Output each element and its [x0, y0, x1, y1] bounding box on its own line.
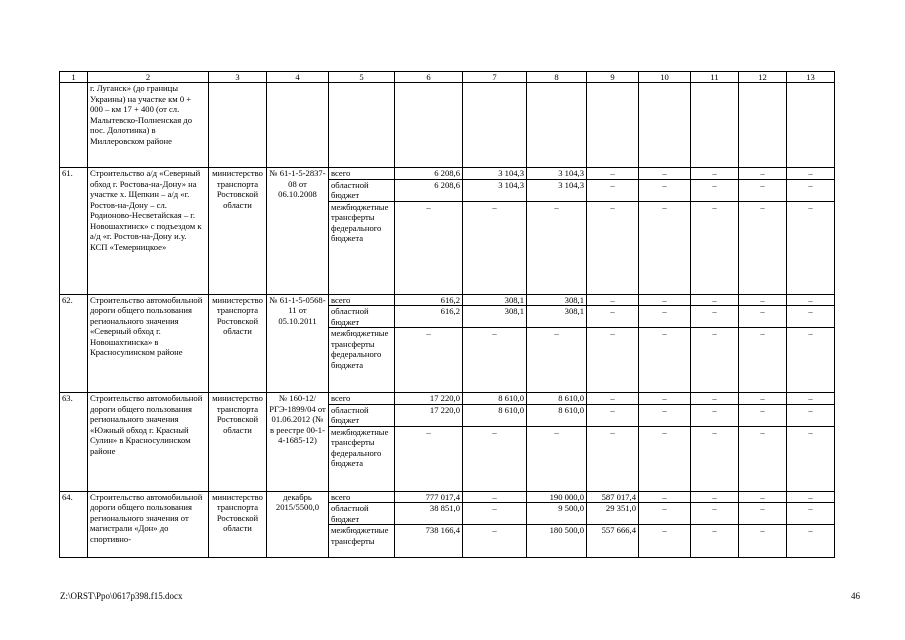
- header-cell: 7: [463, 72, 527, 83]
- amount-cell: –: [787, 179, 835, 201]
- amount-cell: –: [691, 491, 739, 503]
- amount-cell: –: [739, 306, 787, 328]
- amount-cell: –: [691, 179, 739, 201]
- amount-cell: –: [639, 393, 691, 405]
- table-row-continued: [60, 83, 835, 168]
- amount-cell: –: [639, 179, 691, 201]
- empty-cell: [639, 83, 691, 168]
- amount-cell: –: [587, 404, 639, 426]
- amount-cell: –: [691, 503, 739, 525]
- row-number: 61.: [60, 168, 88, 295]
- object-name: Строительство автомобильной дороги общего пользования регионального значения «Северный обход г. Новошахтинска» в Красносулинском районе: [88, 294, 209, 393]
- amount-cell: –: [691, 393, 739, 405]
- amount-cell: –: [587, 328, 639, 393]
- funding-source: всего: [329, 393, 395, 405]
- row-number: 62.: [60, 294, 88, 393]
- project-document: декабрь 2015/5500,0: [267, 491, 329, 558]
- responsible-org: министерство транспорта Ростовской области: [209, 168, 267, 295]
- amount-cell: –: [739, 328, 787, 393]
- funding-source: всего: [329, 294, 395, 306]
- responsible-org: министерство транспорта Ростовской области: [209, 491, 267, 558]
- budget-table: [59, 71, 835, 558]
- amount-cell: 308,1: [527, 294, 587, 306]
- amount-cell: –: [787, 404, 835, 426]
- amount-cell: –: [587, 393, 639, 405]
- amount-cell: –: [639, 168, 691, 180]
- amount-cell: –: [739, 525, 787, 558]
- amount-cell: 587 017,4: [587, 491, 639, 503]
- amount-cell: –: [691, 404, 739, 426]
- amount-cell: –: [787, 306, 835, 328]
- amount-cell: 616,2: [395, 306, 463, 328]
- empty-cell: [267, 83, 329, 168]
- amount-cell: 777 017,4: [395, 491, 463, 503]
- amount-cell: –: [739, 426, 787, 491]
- amount-cell: 6 208,6: [395, 179, 463, 201]
- amount-cell: –: [587, 306, 639, 328]
- amount-cell: –: [739, 404, 787, 426]
- project-document: № 61-1-5-0568-11 от 05.10.2011: [267, 294, 329, 393]
- amount-cell: –: [787, 393, 835, 405]
- amount-cell: 308,1: [463, 306, 527, 328]
- amount-cell: 616,2: [395, 294, 463, 306]
- object-name: Строительство автомобильной дороги общего пользования регионального значения «Южный обход г. Красный Сулин» в Красносулинском районе: [88, 393, 209, 492]
- amount-cell: –: [639, 491, 691, 503]
- amount-cell: –: [691, 201, 739, 294]
- empty-cell: [209, 83, 267, 168]
- row-number: 63.: [60, 393, 88, 492]
- amount-cell: –: [639, 201, 691, 294]
- table-row: [60, 294, 835, 306]
- amount-cell: –: [739, 179, 787, 201]
- amount-cell: 17 220,0: [395, 404, 463, 426]
- empty-cell: [691, 83, 739, 168]
- amount-cell: –: [787, 525, 835, 558]
- empty-cell: [739, 83, 787, 168]
- amount-cell: 38 851,0: [395, 503, 463, 525]
- amount-cell: 9 500,0: [527, 503, 587, 525]
- project-document: № 160-12/РГЭ-1899/04 от 01.06.2012 (№ в реестре 00-1-4-1685-12): [267, 393, 329, 492]
- amount-cell: –: [639, 306, 691, 328]
- amount-cell: –: [691, 306, 739, 328]
- amount-cell: 3 104,3: [463, 168, 527, 180]
- funding-source: межбюджетные трансферты федерального бюджета: [329, 426, 395, 491]
- amount-cell: –: [639, 426, 691, 491]
- header-cell: 8: [527, 72, 587, 83]
- header-cell: 10: [639, 72, 691, 83]
- amount-cell: 8 610,0: [527, 404, 587, 426]
- header-cell: 9: [587, 72, 639, 83]
- header-cell: 12: [739, 72, 787, 83]
- amount-cell: –: [587, 168, 639, 180]
- amount-cell: 308,1: [463, 294, 527, 306]
- amount-cell: –: [463, 491, 527, 503]
- amount-cell: –: [691, 328, 739, 393]
- header-cell: 5: [329, 72, 395, 83]
- amount-cell: –: [787, 503, 835, 525]
- header-cell: 2: [88, 72, 209, 83]
- empty-cell: [329, 83, 395, 168]
- amount-cell: –: [787, 426, 835, 491]
- funding-source: областной бюджет: [329, 404, 395, 426]
- amount-cell: –: [527, 201, 587, 294]
- funding-source: межбюджетные трансферты: [329, 525, 395, 558]
- table-row: [60, 393, 835, 405]
- funding-source: всего: [329, 168, 395, 180]
- header-cell: 6: [395, 72, 463, 83]
- amount-cell: –: [587, 179, 639, 201]
- amount-cell: –: [463, 426, 527, 491]
- amount-cell: –: [739, 503, 787, 525]
- header-cell: 13: [787, 72, 835, 83]
- amount-cell: –: [787, 201, 835, 294]
- object-name: Строительство автомобильной дороги общего пользования регионального значения от магистрали «Дон» до спортивно-: [88, 491, 209, 558]
- table-row: [60, 491, 835, 503]
- footer-file-path: Z:\ORST\Ppo\0617p398.f15.docx: [60, 591, 183, 601]
- amount-cell: –: [395, 426, 463, 491]
- amount-cell: –: [395, 328, 463, 393]
- amount-cell: 190 000,0: [527, 491, 587, 503]
- amount-cell: 8 610,0: [527, 393, 587, 405]
- amount-cell: –: [787, 328, 835, 393]
- amount-cell: –: [691, 426, 739, 491]
- amount-cell: 3 104,3: [527, 168, 587, 180]
- amount-cell: –: [587, 426, 639, 491]
- amount-cell: –: [787, 294, 835, 306]
- amount-cell: –: [527, 328, 587, 393]
- header-cell: 4: [267, 72, 329, 83]
- amount-cell: –: [463, 201, 527, 294]
- funding-source: межбюджетные трансферты федерального бюджета: [329, 201, 395, 294]
- funding-source: областной бюджет: [329, 306, 395, 328]
- amount-cell: 17 220,0: [395, 393, 463, 405]
- header-cell: 11: [691, 72, 739, 83]
- empty-cell: [527, 83, 587, 168]
- amount-cell: –: [463, 525, 527, 558]
- project-document: № 61-1-5-2837-08 от 06.10.2008: [267, 168, 329, 295]
- amount-cell: –: [787, 168, 835, 180]
- amount-cell: –: [739, 393, 787, 405]
- amount-cell: –: [691, 294, 739, 306]
- amount-cell: 180 500,0: [527, 525, 587, 558]
- empty-cell: [787, 83, 835, 168]
- amount-cell: 3 104,3: [527, 179, 587, 201]
- amount-cell: –: [527, 426, 587, 491]
- header-cell: 3: [209, 72, 267, 83]
- amount-cell: 557 666,4: [587, 525, 639, 558]
- funding-source: всего: [329, 491, 395, 503]
- amount-cell: –: [463, 328, 527, 393]
- amount-cell: 8 610,0: [463, 404, 527, 426]
- amount-cell: 29 351,0: [587, 503, 639, 525]
- amount-cell: 738 166,4: [395, 525, 463, 558]
- amount-cell: –: [739, 294, 787, 306]
- funding-source: областной бюджет: [329, 503, 395, 525]
- table-row: [60, 168, 835, 180]
- object-name: г. Луганск» (до границы Украины) на участке км 0 + 000 – км 17 + 400 (от сл. Малытевско-Полненская до пос. Долотинка) в Миллеровском районе: [88, 83, 209, 168]
- amount-cell: 308,1: [527, 306, 587, 328]
- funding-source: межбюджетные трансферты федерального бюджета: [329, 328, 395, 393]
- amount-cell: –: [639, 525, 691, 558]
- responsible-org: министерство транспорта Ростовской области: [209, 393, 267, 492]
- responsible-org: министерство транспорта Ростовской области: [209, 294, 267, 393]
- header-cell: 1: [60, 72, 88, 83]
- amount-cell: –: [639, 404, 691, 426]
- object-name: Строительство а/д «Северный обход г. Ростова-на-Дону» на участке х. Щепкин – а/д «г. Ростов-на-Дону – сл. Родионово-Несветайская – г. Новошахтинск» с подъездом к а/д «г. Ростов-на-Дону и.у. КСП «Темерницкое»: [88, 168, 209, 295]
- amount-cell: –: [587, 201, 639, 294]
- amount-cell: –: [739, 201, 787, 294]
- amount-cell: 6 208,6: [395, 168, 463, 180]
- row-number: [60, 83, 88, 168]
- empty-cell: [463, 83, 527, 168]
- amount-cell: –: [639, 328, 691, 393]
- amount-cell: –: [691, 168, 739, 180]
- amount-cell: –: [739, 168, 787, 180]
- empty-cell: [395, 83, 463, 168]
- amount-cell: –: [691, 525, 739, 558]
- amount-cell: –: [587, 294, 639, 306]
- header-row: [60, 72, 835, 83]
- amount-cell: –: [787, 491, 835, 503]
- funding-source: областной бюджет: [329, 179, 395, 201]
- amount-cell: –: [395, 201, 463, 294]
- amount-cell: –: [739, 491, 787, 503]
- row-number: 64.: [60, 491, 88, 558]
- amount-cell: 3 104,3: [463, 179, 527, 201]
- amount-cell: –: [639, 294, 691, 306]
- amount-cell: 8 610,0: [463, 393, 527, 405]
- amount-cell: –: [639, 503, 691, 525]
- empty-cell: [587, 83, 639, 168]
- footer-page-number: 46: [851, 591, 860, 601]
- amount-cell: –: [463, 503, 527, 525]
